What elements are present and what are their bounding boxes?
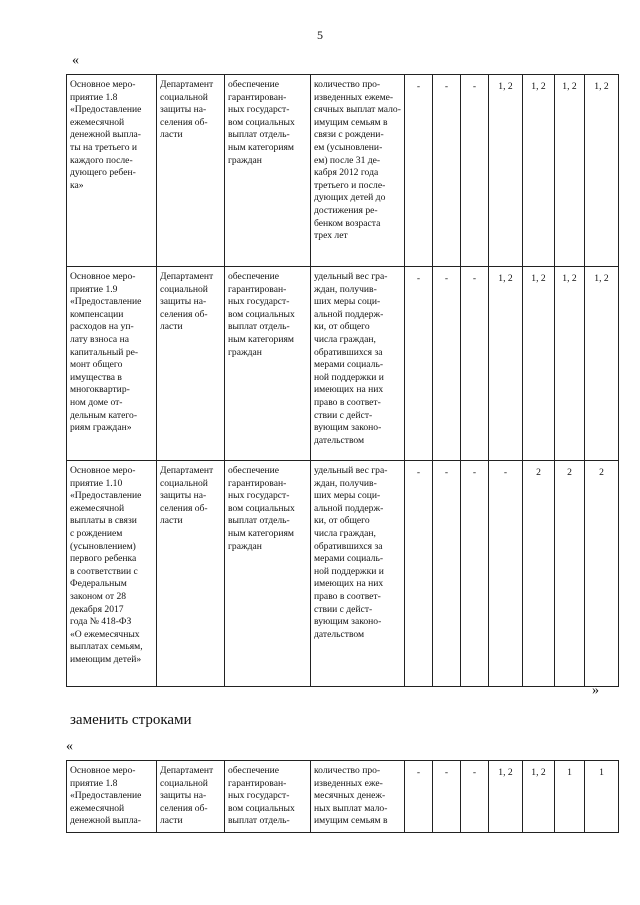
goal-cell [225,461,311,687]
value-cell: 1 [585,761,619,833]
opening-quote: « [72,53,79,68]
executor-cell [157,267,225,461]
executor-cell [157,75,225,267]
indicator-cell-text: удельный вес гра- ждан, получив- ших меры соци- альной поддерж- ки, от общего числа граждан, обратившихся за мерами социаль- ной поддержки и имеющих на них право в соответ- ствии с дейст- вующим законо- дательством [314,271,388,446]
measure-cell [67,75,157,267]
value-cell: 2 [555,461,585,687]
executor-cell-text: Департамент социальной защиты на- селения об- ласти [160,271,214,333]
indicator-cell [311,461,405,687]
value-cell: - [461,267,489,461]
indicator-cell [311,761,405,833]
indicator-cell-text: количество про- изведенных ежеме- сячных выплат мало- имущим семьям в связи с рождени- ем (усыновлени- ем) после 31 де- кабря 2012 года третьего и после- дующих детей до достижения ре- бенком возраста трех лет [314,79,401,242]
value-cell: 1, 2 [489,761,523,833]
value-cell: 1, 2 [523,761,555,833]
measure-cell-text: Основное меро- приятие 1.10 «Предоставление ежемесячной выплаты в связи с рождением (усыновлением) первого ребенка в соответствии с Федеральным законом от 28 декабря 2017 года № 418-ФЗ «О ежемесячных выплатах семьям, имеющим детей» [70,465,143,665]
goal-cell-text: обеспечение гарантирован- ных государст- вом социальных выплат отдель- ным категориям граждан [228,79,295,166]
value-cell: - [489,461,523,687]
value-cell: 2 [585,461,619,687]
goal-cell-text: обеспечение гарантирован- ных государст- вом социальных выплат отдель- ным категориям граждан [228,271,295,358]
executor-cell [157,761,225,833]
executor-cell-text: Департамент социальной защиты на- селения об- ласти [160,765,214,827]
page-number: 5 [317,28,323,42]
value-cell: - [405,75,433,267]
value-cell: - [461,461,489,687]
indicator-cell-text: количество про- изведенных еже- месячных денеж- ных выплат мало- имущим семьям в [314,765,388,827]
goal-cell-text: обеспечение гарантирован- ных государст- вом социальных выплат отдель- ным категориям граждан [228,465,295,552]
value-cell: - [405,761,433,833]
value-cell: 2 [523,461,555,687]
measure-cell [67,461,157,687]
opening-quote-2: « [66,739,73,754]
measure-cell-text: Основное меро- приятие 1.9 «Предоставление компенсации расходов на уп- лату взноса на капитальный ре- монт общего имущества в многоквартир- ном доме от- дельным катего- риям граждан» [70,271,142,434]
value-cell: - [433,267,461,461]
table-row [67,461,619,687]
value-cell: - [433,461,461,687]
goal-cell [225,761,311,833]
value-cell: 1, 2 [585,267,619,461]
closing-quote: » [592,683,599,698]
value-cell: 1, 2 [585,75,619,267]
value-cell: 1 [555,761,585,833]
executor-cell-text: Департамент социальной защиты на- селения об- ласти [160,79,214,141]
value-cell: - [433,761,461,833]
measure-cell [67,761,157,833]
replace-heading: заменить строками [70,712,192,728]
old-rows-table [66,74,619,687]
indicator-cell-text: удельный вес гра- ждан, получив- ших меры соци- альной поддерж- ки, от общего числа граждан, обратившихся за мерами социаль- ной поддержки и имеющих на них право в соответ- ствии с дейст- вующим законо- дательством [314,465,388,640]
executor-cell [157,461,225,687]
value-cell: 1, 2 [555,267,585,461]
table-row [67,761,619,833]
goal-cell [225,267,311,461]
new-rows-table [66,760,619,833]
measure-cell-text: Основное меро- приятие 1.8 «Предоставление ежемесячной денежной выпла- [70,765,142,827]
value-cell: - [405,267,433,461]
value-cell: 1, 2 [489,267,523,461]
table-row [67,267,619,461]
indicator-cell [311,75,405,267]
goal-cell-text: обеспечение гарантирован- ных государст- вом социальных выплат отдель- [228,765,295,827]
indicator-cell [311,267,405,461]
value-cell: 1, 2 [555,75,585,267]
value-cell: 1, 2 [523,75,555,267]
value-cell: 1, 2 [489,75,523,267]
table-row [67,75,619,267]
executor-cell-text: Департамент социальной защиты на- селения об- ласти [160,465,214,527]
value-cell: - [461,761,489,833]
value-cell: - [433,75,461,267]
measure-cell [67,267,157,461]
value-cell: - [405,461,433,687]
measure-cell-text: Основное меро- приятие 1.8 «Предоставление ежемесячной денежной выпла- ты на третьего и каждого после- дующего ребен- ка» [70,79,142,191]
goal-cell [225,75,311,267]
value-cell: - [461,75,489,267]
value-cell: 1, 2 [523,267,555,461]
